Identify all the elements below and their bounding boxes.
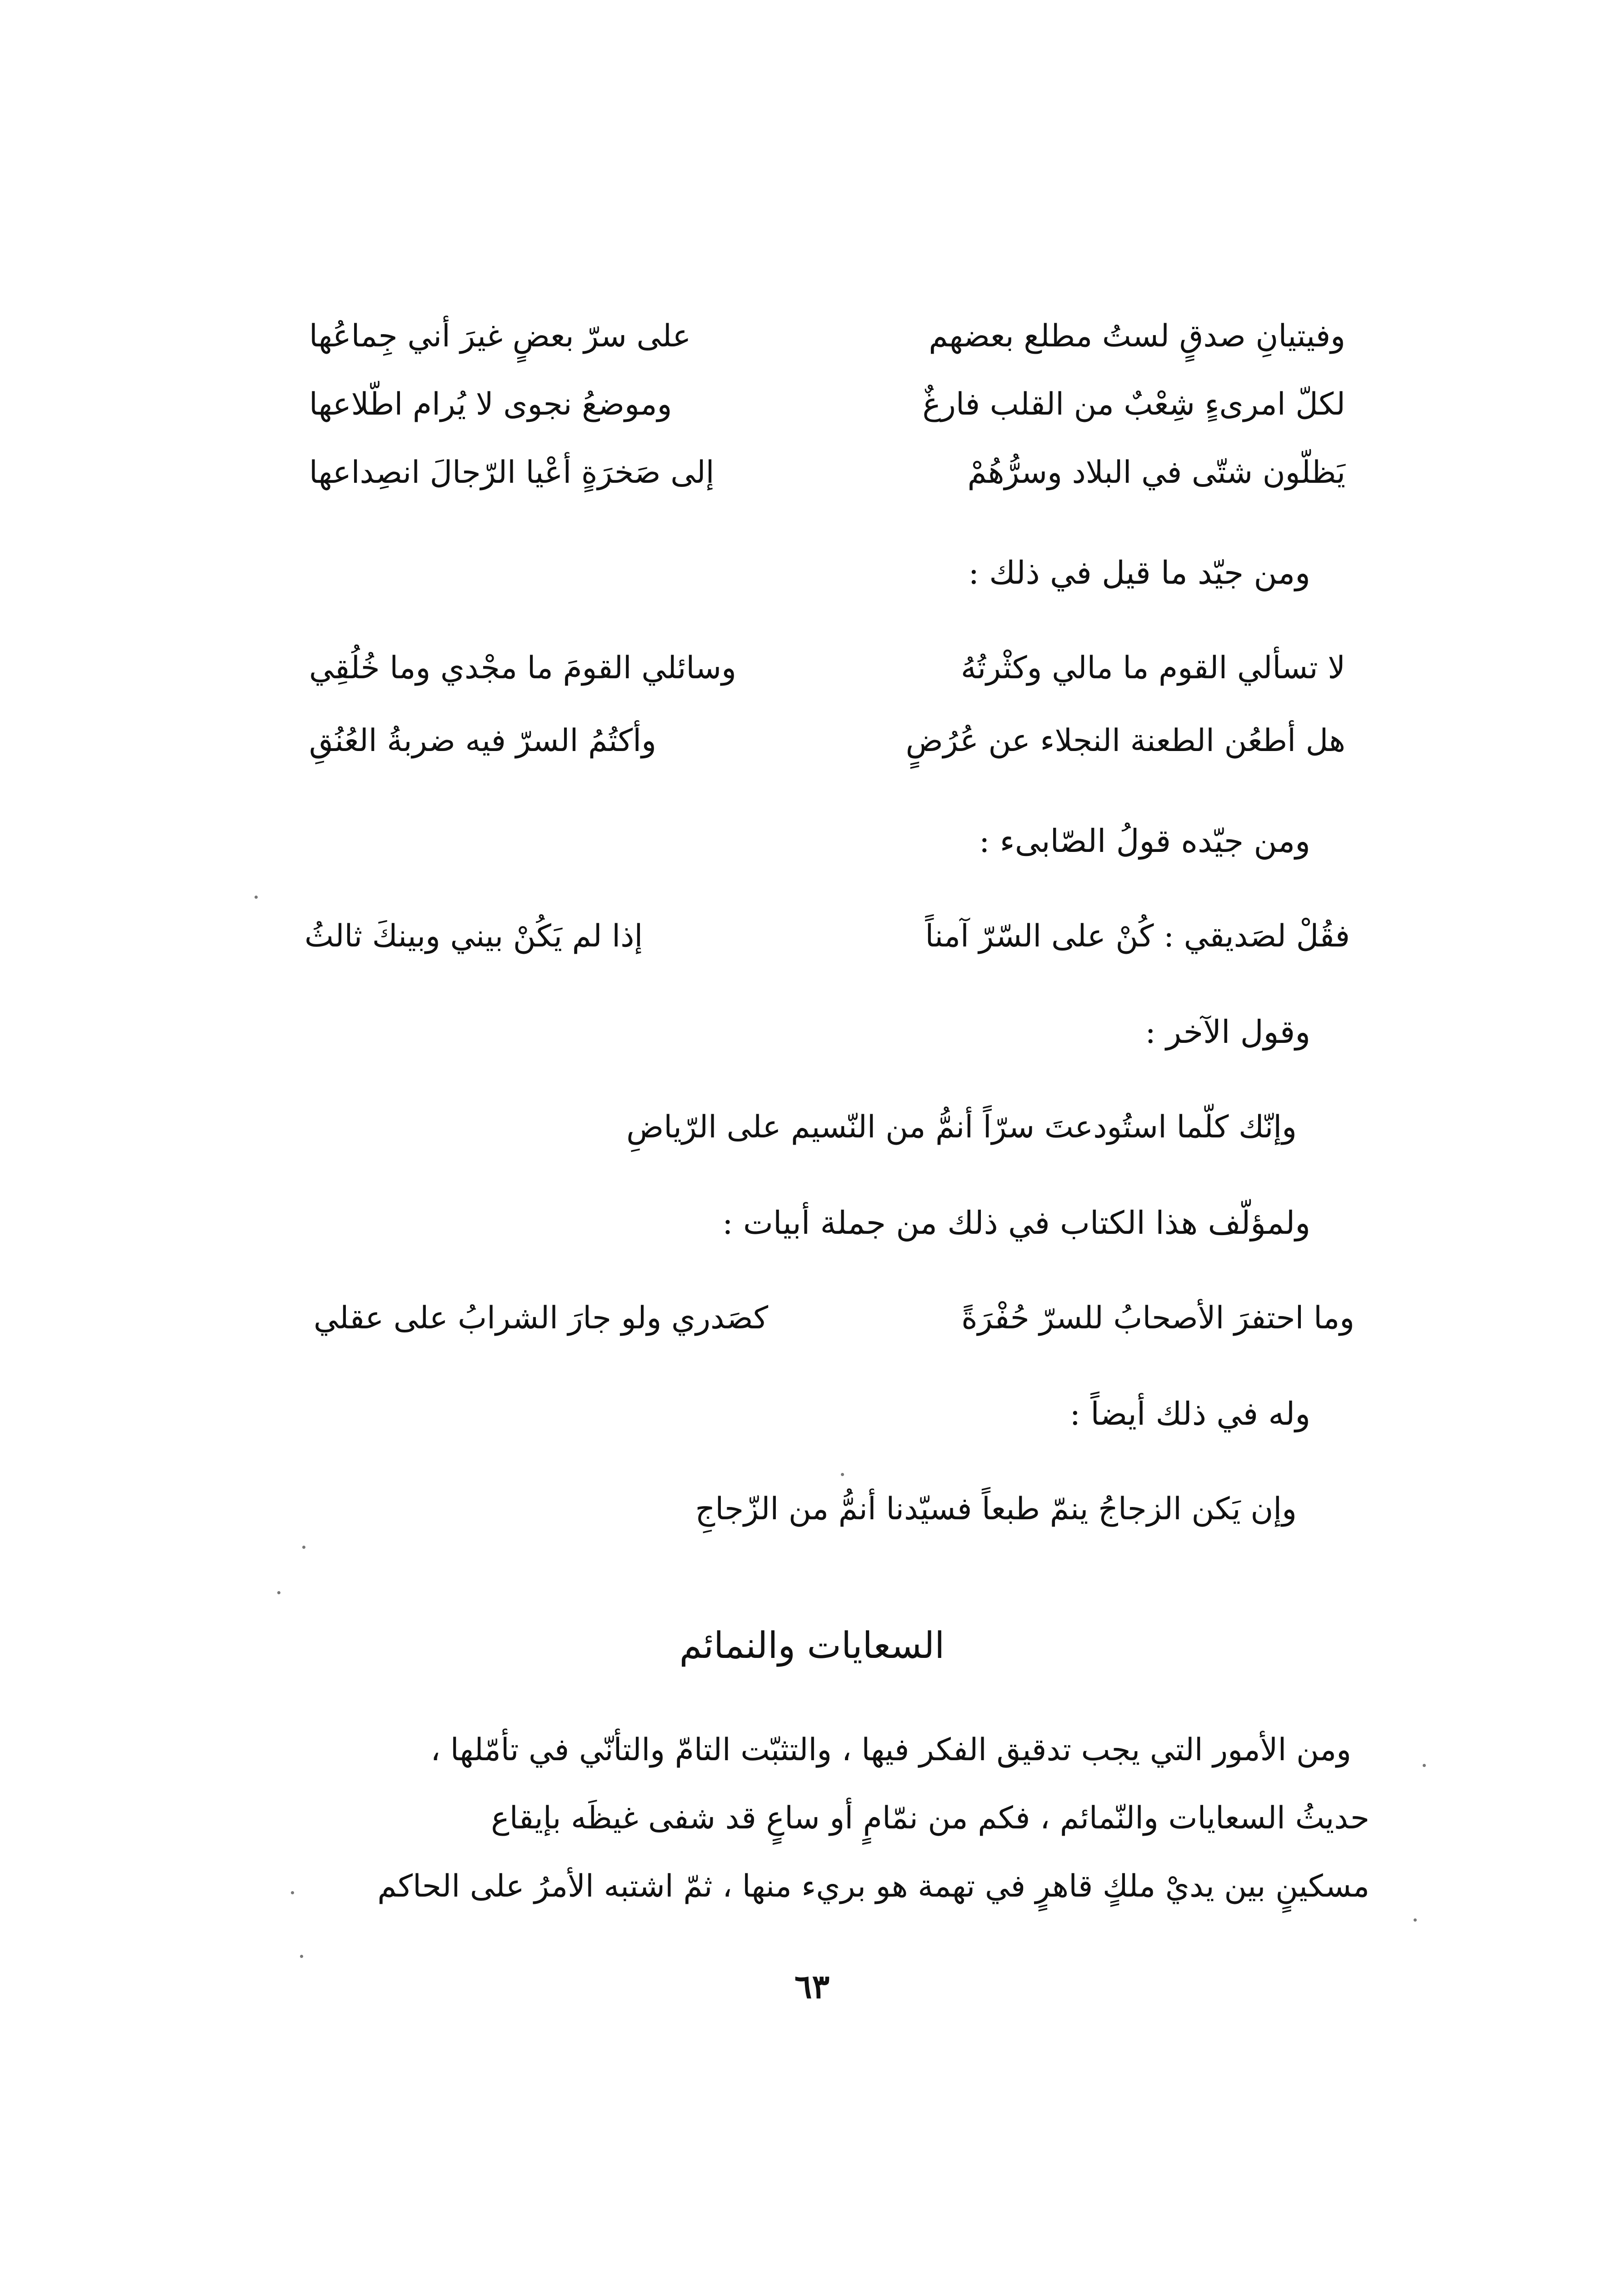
intro-line: ومن جيّده قولُ الصّابىء : <box>979 822 1310 860</box>
section-title: السعايات والنمائم <box>679 1624 945 1667</box>
scan-speck <box>300 1955 303 1958</box>
intro-line: ولمؤلّف هذا الكتاب في ذلك من جملة أبيات : <box>722 1204 1310 1242</box>
verse-line <box>309 718 1345 764</box>
verse-first-hemistich: لا تسألي القوم ما مالي وكثْرتُهُ <box>960 650 1345 686</box>
verse-second-hemistich: وأكتُمُ السرّ فيه ضربةُ العُنُقِ <box>309 723 656 759</box>
prose-line: ومن الأمور التي يجب تدقيق الفكر فيها ، والتثبّت التامّ والتأنّي في تأمّلها ، <box>430 1732 1351 1768</box>
scan-speck <box>277 1591 280 1594</box>
verse-line <box>309 646 1345 691</box>
intro-line: وقول الآخر : <box>1145 1013 1310 1051</box>
verse-first-hemistich: فقُلْ لصَديقي : كُنْ على السّرّ آمناً <box>925 918 1350 954</box>
verse-second-hemistich: وسائلي القومَ ما مجْدي وما خُلُقِي <box>309 650 736 686</box>
prose-line: حديثُ السعايات والنّمائم ، فكم من نمّامٍ أو ساعٍ قد شفى غيظَه بإيقاع <box>491 1800 1369 1836</box>
page-number: ٦٣ <box>794 1967 830 2006</box>
verse-second-hemistich: كصَدري ولو جارَ الشرابُ على عقلي <box>314 1300 769 1336</box>
verse-second-hemistich: إلى صَخرَةٍ أعْيا الرّجالَ انصِداعها <box>309 455 715 491</box>
verse-first-hemistich: هل أطعُن الطعنة النجلاء عن عُرُضٍ <box>905 723 1345 759</box>
prose-line: مسكينٍ بين يديْ ملكٍ قاهرٍ في تهمة هو بريء منها ، ثمّ اشتبه الأمرُ على الحاكم <box>377 1868 1369 1904</box>
verse-second-hemistich: على سرّ بعضٍ غيرَ أني جِماعُها <box>309 318 691 354</box>
scan-speck <box>291 1891 294 1894</box>
verse-first-hemistich: يَظلّون شتّى في البلاد وسرُّهُمْ <box>967 455 1345 491</box>
verse-line <box>309 450 1345 496</box>
scan-speck <box>841 1473 844 1476</box>
intro-line: وله في ذلك أيضاً : <box>1069 1395 1310 1432</box>
verse-first-hemistich: وفيتيانِ صدقٍ لستُ مطلع بعضهم <box>929 318 1345 354</box>
verse-line <box>309 314 1345 359</box>
scan-speck <box>1423 1764 1426 1767</box>
scan-speck <box>302 1546 305 1549</box>
single-verse: وإنّك كلّما استُودعتَ سرّاً أنمُّ من النّسيم على الرّياضِ <box>626 1109 1297 1145</box>
scan-speck <box>255 896 258 899</box>
scan-speck <box>1414 1918 1417 1922</box>
verse-first-hemistich: لكلّ امرىءٍ شِعْبٌ من القلب فارغٌ <box>922 386 1345 422</box>
verse-line <box>305 914 1350 959</box>
verse-line <box>309 382 1345 427</box>
intro-line: ومن جيّد ما قيل في ذلك : <box>968 554 1310 591</box>
single-verse: وإن يَكن الزجاجُ ينمّ طبعاً فسيّدنا أنمُّ من الزّجاجِ <box>695 1491 1297 1527</box>
verse-line <box>314 1296 1354 1341</box>
verse-first-hemistich: وما احتفرَ الأصحابُ للسرّ حُفْرَةً <box>961 1300 1354 1336</box>
verse-second-hemistich: وموضعُ نجوى لا يُرام اطّلاعها <box>309 386 672 422</box>
verse-second-hemistich: إذا لم يَكُنْ بيني وبينكَ ثالثُ <box>305 918 643 954</box>
